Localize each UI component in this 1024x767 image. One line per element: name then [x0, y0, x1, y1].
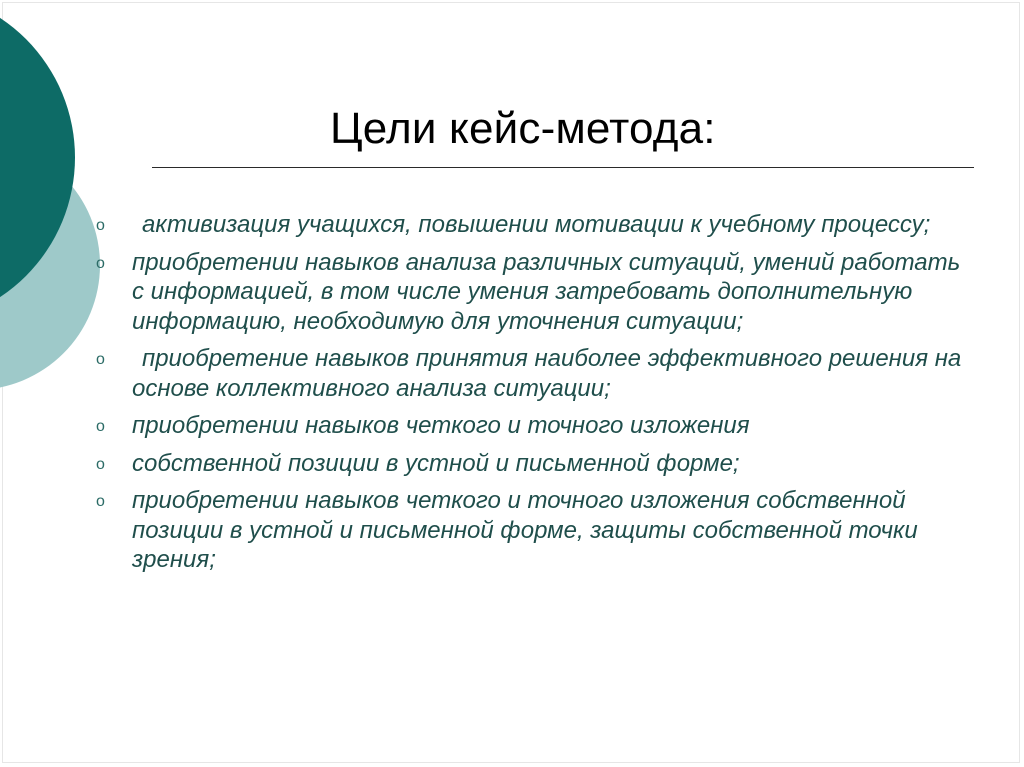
bullet-text: приобретении навыков анализа различных ситуаций, умений работать с информацией, в том числе умения затребовать дополнительную информацию, необходимую для уточнения ситуации;	[132, 248, 961, 335]
bullet-marker-icon: o	[96, 351, 105, 368]
bullet-marker-icon: o	[96, 493, 105, 510]
bullet-item	[96, 449, 976, 479]
bullet-text: собственной позиции в устной и письменной форме;	[132, 449, 740, 477]
bullet-marker-icon: o	[96, 418, 105, 435]
slide-title: Цели кейс-метода:	[330, 104, 716, 153]
bullet-item	[96, 344, 976, 403]
bullet-marker-icon: o	[96, 217, 105, 234]
bullet-text: активизация учащихся, повышении мотивации к учебному процессу;	[142, 211, 931, 238]
bullet-text: приобретении навыков четкого и точного изложения	[132, 412, 750, 439]
bullet-text: приобретение навыков принятия наиболее эффективного решения на основе коллективного анализа ситуации;	[132, 345, 962, 402]
bullet-item	[96, 210, 976, 240]
bullet-item	[96, 486, 976, 575]
title-divider	[152, 167, 974, 168]
bullet-marker-icon: o	[96, 455, 105, 473]
bullet-marker-icon: o	[96, 254, 105, 272]
bullet-text: приобретении навыков четкого и точного изложения собственной позиции в устной и письменной форме, защиты собственной точки зрения;	[132, 487, 918, 573]
bullet-list	[96, 210, 976, 583]
bullet-item	[96, 411, 976, 441]
bullet-item	[96, 248, 976, 337]
